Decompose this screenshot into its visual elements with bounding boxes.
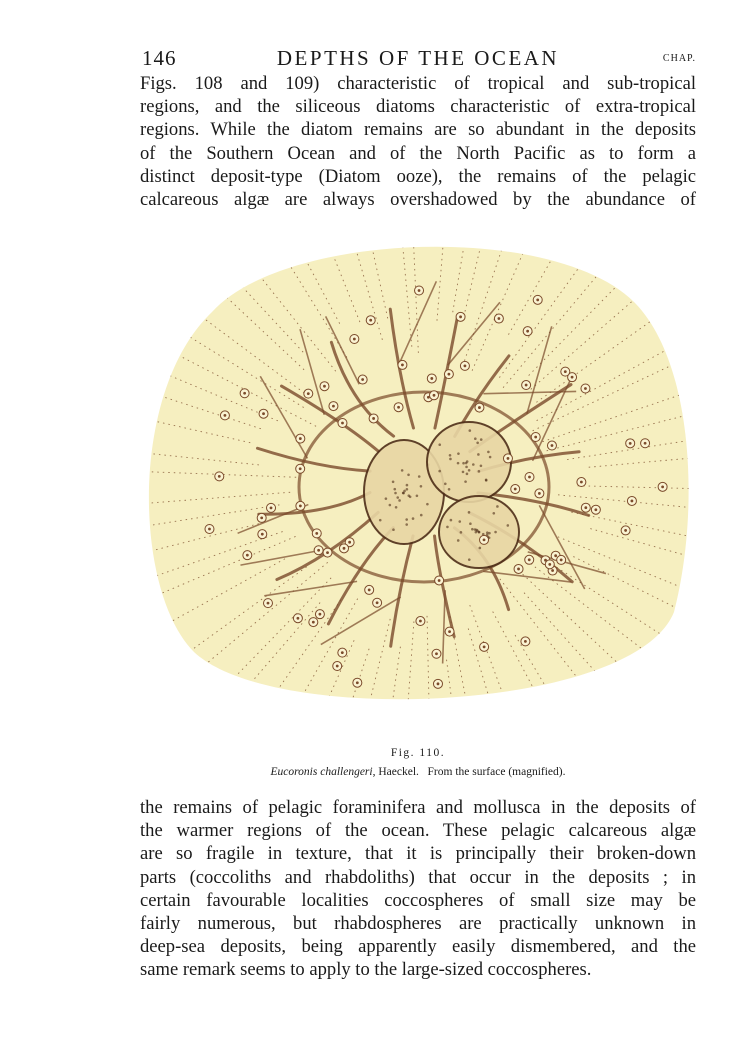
cell-nucleus bbox=[319, 613, 322, 616]
cell-nucleus bbox=[497, 317, 500, 320]
capsule-granule bbox=[438, 470, 441, 473]
running-head bbox=[140, 46, 696, 74]
cell-nucleus bbox=[631, 500, 634, 503]
cell-nucleus bbox=[580, 481, 583, 484]
text-line: of the Southern Ocean and of the North Pacific as to form a bbox=[140, 142, 696, 164]
text-line: fairly numerous, but rhabdospheres are practically unknown in bbox=[140, 913, 696, 935]
capsule-granule bbox=[458, 520, 461, 523]
cell-nucleus bbox=[447, 373, 450, 376]
capsule-granule bbox=[444, 482, 447, 485]
capsule-granule bbox=[457, 462, 460, 465]
text-line: regions. While the diatom remains are so abundant in the deposits bbox=[140, 119, 696, 141]
cell-nucleus bbox=[312, 621, 315, 624]
capsule-granule bbox=[464, 480, 467, 483]
capsule-granule bbox=[405, 523, 408, 526]
cell-nucleus bbox=[361, 378, 364, 381]
species-author: , Haeckel. bbox=[372, 766, 419, 778]
capsule-granule bbox=[479, 547, 482, 550]
paragraph-bottom bbox=[140, 796, 696, 982]
cell-nucleus bbox=[528, 558, 531, 561]
cell-nucleus bbox=[448, 630, 451, 633]
capsule-granule bbox=[416, 494, 419, 497]
cell-nucleus bbox=[526, 330, 529, 333]
cell-nucleus bbox=[348, 541, 351, 544]
cell-nucleus bbox=[323, 385, 326, 388]
capsule-granule bbox=[420, 485, 423, 488]
cell-nucleus bbox=[317, 549, 320, 552]
cell-nucleus bbox=[584, 387, 587, 390]
cell-nucleus bbox=[243, 392, 246, 395]
capsule-granule bbox=[478, 470, 481, 473]
capsule-granule bbox=[395, 506, 398, 509]
capsule-granule bbox=[469, 429, 472, 432]
text-line: the remains of pelagic foraminifera and mollusca in the deposits of bbox=[140, 797, 696, 818]
capsule-granule bbox=[450, 519, 453, 522]
cell-nucleus bbox=[438, 579, 441, 582]
text-line: parts (coccoliths and rhabdoliths) that occur in the deposits ; in bbox=[140, 866, 696, 888]
cell-nucleus bbox=[629, 442, 632, 445]
capsule-granule bbox=[438, 443, 441, 446]
cell-nucleus bbox=[343, 547, 346, 550]
capsule-granule bbox=[389, 504, 392, 507]
capsule-granule bbox=[409, 495, 412, 498]
cell-nucleus bbox=[594, 508, 597, 511]
capsule-granule bbox=[446, 526, 449, 529]
capsule-granule bbox=[489, 456, 492, 459]
cell-nucleus bbox=[218, 475, 221, 478]
capsule-granule bbox=[406, 488, 409, 491]
capsule-granule bbox=[407, 473, 410, 476]
capsule-granule bbox=[471, 528, 474, 531]
cell-nucleus bbox=[262, 412, 265, 415]
page-number: 146 bbox=[142, 46, 177, 70]
cell-nucleus bbox=[315, 532, 318, 535]
cell-nucleus bbox=[534, 436, 537, 439]
cell-nucleus bbox=[260, 517, 263, 520]
capsule-granule bbox=[462, 462, 465, 465]
cell-nucleus bbox=[538, 492, 541, 495]
capsule-granule bbox=[379, 519, 382, 522]
capsule-granule bbox=[465, 466, 468, 469]
cell-nucleus bbox=[341, 422, 344, 425]
capsule-granule bbox=[472, 463, 475, 466]
capsule-granule bbox=[460, 531, 463, 534]
cell-nucleus bbox=[517, 568, 520, 571]
capsule-granule bbox=[392, 480, 395, 483]
cell-nucleus bbox=[430, 377, 433, 380]
cell-nucleus bbox=[514, 488, 517, 491]
text-line: distinct deposit-type (Diatom ooze), the remains of the pelagic bbox=[140, 165, 696, 187]
cell-nucleus bbox=[571, 376, 574, 379]
cell-nucleus bbox=[299, 505, 302, 508]
text-line: regions, and the siliceous diatoms characteristic of extra-tropical bbox=[140, 96, 696, 118]
text-line: the warmer regions of the ocean. These pelagic calcareous algæ bbox=[140, 820, 696, 842]
capsule-granule bbox=[487, 451, 490, 454]
capsule-granule bbox=[469, 522, 472, 525]
capsule-granule bbox=[449, 458, 452, 461]
capsule-granule bbox=[496, 505, 499, 508]
capsule-granule bbox=[466, 460, 469, 463]
cell-nucleus bbox=[296, 617, 299, 620]
capsule-granule bbox=[457, 452, 460, 455]
cell-nucleus bbox=[397, 406, 400, 409]
cell-nucleus bbox=[261, 533, 264, 536]
cell-nucleus bbox=[437, 682, 440, 685]
central-capsule bbox=[427, 422, 511, 502]
cell-nucleus bbox=[372, 417, 375, 420]
figure-caption bbox=[140, 766, 696, 778]
capsule-granule bbox=[468, 558, 471, 561]
capsule-granule bbox=[457, 539, 460, 542]
capsule-granule bbox=[480, 464, 483, 467]
cell-nucleus bbox=[435, 652, 438, 655]
capsule-granule bbox=[406, 484, 409, 487]
cell-nucleus bbox=[548, 563, 551, 566]
capsule-granule bbox=[385, 497, 388, 500]
cell-nucleus bbox=[299, 437, 302, 440]
cell-nucleus bbox=[299, 467, 302, 470]
illustration-drawing bbox=[134, 212, 700, 742]
cell-nucleus bbox=[551, 444, 554, 447]
cell-nucleus bbox=[483, 645, 486, 648]
capsule-granule bbox=[468, 511, 471, 514]
capsule-granule bbox=[398, 499, 401, 502]
cell-nucleus bbox=[564, 370, 567, 373]
cell-nucleus bbox=[401, 364, 404, 367]
capsule-granule bbox=[480, 438, 483, 441]
capsule-granule bbox=[476, 442, 479, 445]
cell-nucleus bbox=[624, 529, 627, 532]
cell-nucleus bbox=[584, 506, 587, 509]
capsule-granule bbox=[401, 469, 404, 472]
species-name: Eucoronis challengeri bbox=[270, 766, 373, 778]
capsule-granule bbox=[412, 517, 415, 520]
cell-nucleus bbox=[368, 589, 371, 592]
capsule-granule bbox=[403, 490, 406, 493]
capsule-granule bbox=[474, 528, 477, 531]
capsule-granule bbox=[392, 528, 395, 531]
cell-nucleus bbox=[459, 315, 462, 318]
cell-nucleus bbox=[528, 476, 531, 479]
capsule-granule bbox=[492, 512, 495, 515]
cell-nucleus bbox=[536, 298, 539, 301]
cell-nucleus bbox=[464, 364, 467, 367]
radiolarian-illustration bbox=[134, 212, 700, 742]
figure-description: From the surface (magnified). bbox=[427, 766, 566, 778]
cell-nucleus bbox=[507, 457, 510, 460]
text-line: deep-sea deposits, being apparently easily dismembered, and the bbox=[140, 936, 696, 958]
capsule-granule bbox=[462, 471, 465, 474]
cell-nucleus bbox=[524, 640, 527, 643]
capsule-granule bbox=[448, 488, 451, 491]
text-line: Figs. 108 and 109) characteristic of tropical and sub-tropical bbox=[140, 73, 696, 94]
capsule-granule bbox=[494, 531, 497, 534]
paragraph-top bbox=[140, 72, 696, 211]
cell-nucleus bbox=[433, 394, 436, 397]
cell-nucleus bbox=[418, 289, 421, 292]
capsule-granule bbox=[468, 469, 471, 472]
cell-nucleus bbox=[307, 392, 310, 395]
cell-nucleus bbox=[326, 551, 329, 554]
chapter-abbreviation: CHAP. bbox=[662, 53, 696, 64]
cell-nucleus bbox=[661, 485, 664, 488]
capsule-granule bbox=[426, 503, 429, 506]
cell-nucleus bbox=[376, 601, 379, 604]
running-title: DEPTHS OF THE OCEAN bbox=[276, 46, 560, 70]
text-line: are so fragile in texture, that it is principally their broken-down bbox=[140, 843, 696, 865]
cell-nucleus bbox=[341, 651, 344, 654]
cell-nucleus bbox=[560, 559, 563, 562]
capsule-granule bbox=[418, 475, 421, 478]
text-line: certain favourable localities coccospheres of small size may be bbox=[140, 889, 696, 911]
text-line: same remark seems to apply to the large-sized coccospheres. bbox=[140, 959, 592, 981]
cell-nucleus bbox=[551, 569, 554, 572]
cell-nucleus bbox=[224, 414, 227, 417]
text-line: calcareous algæ are always overshadowed by the abundance of bbox=[140, 189, 696, 211]
figure-label: Fig. 110. bbox=[390, 747, 446, 759]
cell-nucleus bbox=[270, 506, 273, 509]
cell-nucleus bbox=[419, 620, 422, 623]
capsule-granule bbox=[420, 514, 423, 517]
cell-nucleus bbox=[208, 528, 211, 531]
capsule-granule bbox=[476, 529, 479, 532]
capsule-granule bbox=[396, 496, 399, 499]
capsule-granule bbox=[485, 478, 488, 481]
cell-nucleus bbox=[332, 405, 335, 408]
cell-nucleus bbox=[246, 554, 249, 557]
capsule-granule bbox=[405, 518, 408, 521]
cell-nucleus bbox=[369, 319, 372, 322]
cell-nucleus bbox=[478, 406, 481, 409]
capsule-granule bbox=[393, 488, 396, 491]
capsule-granule bbox=[507, 524, 510, 527]
cell-nucleus bbox=[336, 665, 339, 668]
capsule-granule bbox=[394, 492, 397, 495]
cell-nucleus bbox=[644, 442, 647, 445]
cell-nucleus bbox=[525, 384, 528, 387]
capsule-granule bbox=[466, 473, 469, 476]
cell-nucleus bbox=[356, 681, 359, 684]
cell-nucleus bbox=[483, 538, 486, 541]
cell-nucleus bbox=[554, 554, 557, 557]
cell-nucleus bbox=[267, 602, 270, 605]
capsule-granule bbox=[474, 437, 477, 440]
cell-nucleus bbox=[353, 338, 356, 341]
capsule-granule bbox=[449, 454, 452, 457]
capsule-granule bbox=[477, 453, 480, 456]
